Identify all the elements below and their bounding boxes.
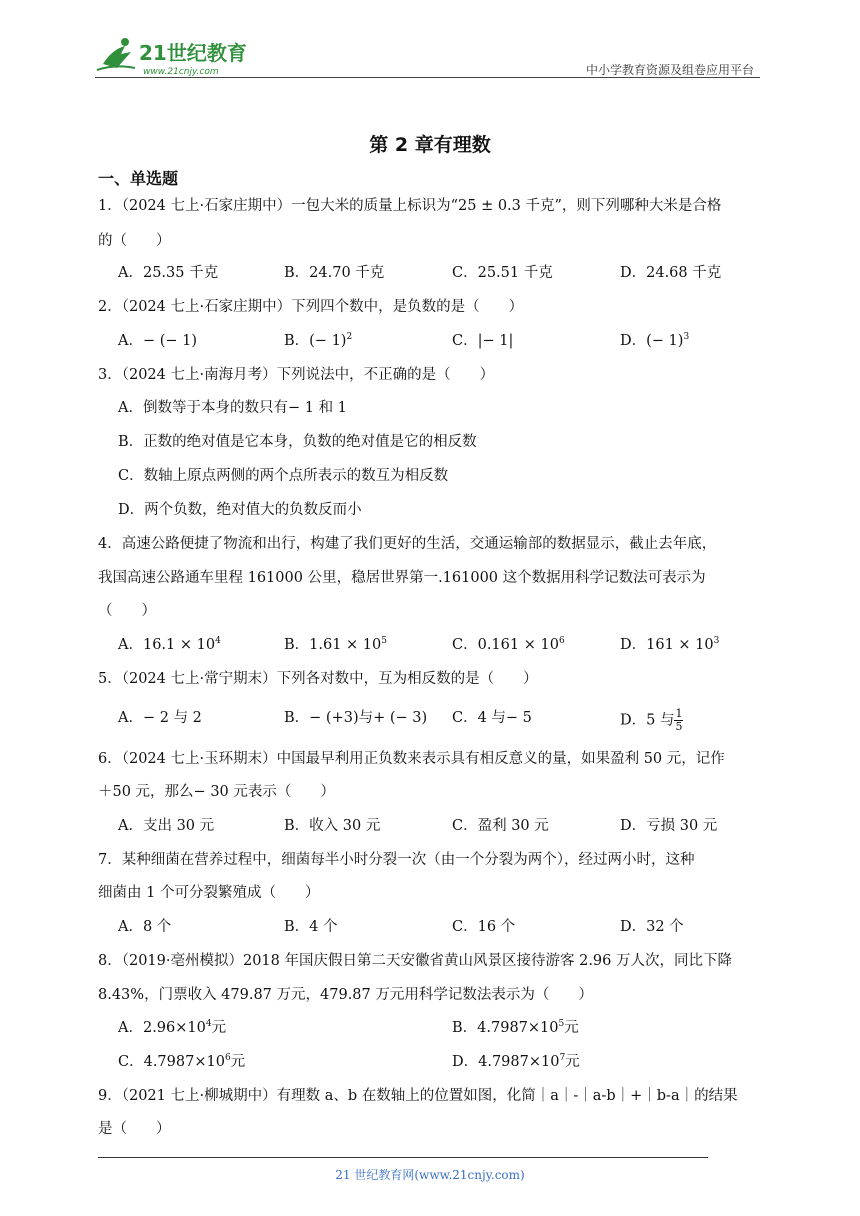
question-3-option-b: B．正数的绝对值是它本身，负数的绝对值是它的相反数 bbox=[118, 434, 477, 450]
question-1-option-b: B．24.70 千克 bbox=[284, 265, 385, 281]
question-7-stem-line-1: 7．某种细菌在营养过程中，细菌每半小时分裂一次（由一个分裂为两个），经过两小时，这种 bbox=[98, 852, 695, 868]
question-1-option-d: D．24.68 千克 bbox=[620, 265, 722, 281]
footer-divider bbox=[98, 1157, 708, 1158]
question-5-option-c: C．4 与− 5 bbox=[452, 710, 532, 726]
question-8-stem-line-1: 8．（2019·亳州模拟）2018 年国庆假日第二天安徽省黄山风景区接待游客 2.96 万人次，同比下降 bbox=[98, 953, 732, 969]
question-7-stem-line-2: 细菌由 1 个可分裂繁殖成（ ） bbox=[98, 885, 320, 901]
question-3-option-a: A．倒数等于本身的数只有− 1 和 1 bbox=[118, 400, 347, 416]
question-4-stem-line-3: （ ） bbox=[98, 603, 156, 619]
page-footer: 21 世纪教育网(www.21cnjy.com) bbox=[335, 1168, 525, 1182]
question-6-option-c: C．盈利 30 元 bbox=[452, 818, 549, 834]
question-1-stem-line-1: 1．（2024 七上·石家庄期中）一包大米的质量上标识为“25 ± 0.3 千克”，则下列哪种大米是合格 bbox=[98, 198, 722, 214]
page-header bbox=[95, 28, 760, 78]
question-5-option-a: A．− 2 与 2 bbox=[118, 710, 202, 726]
site-logo bbox=[95, 34, 265, 78]
question-4-option-b: B．$1.61 \times 10^5$ bbox=[284, 636, 387, 653]
question-6-stem-line-2: ＋50 元，那么− 30 元表示（ ） bbox=[98, 784, 335, 800]
question-6-stem-line-1: 6．（2024 七上·玉环期末）中国最早利用正负数来表示具有相反意义的量，如果盈利 50 元，记作 bbox=[98, 751, 725, 767]
question-3-option-d: D．两个负数，绝对值大的负数反而小 bbox=[118, 502, 362, 518]
logo-text: 21世纪教育 bbox=[139, 41, 247, 65]
question-7-option-d: D．32 个 bbox=[620, 919, 684, 935]
question-7-option-b: B．4 个 bbox=[284, 919, 338, 935]
question-4-option-c: C．$0.161 \times 10^6$ bbox=[452, 636, 565, 653]
question-2-stem: 2．（2024 七上·石家庄期中）下列四个数中，是负数的是（ ） bbox=[98, 299, 524, 315]
question-4-option-a: A．$16.1 \times 10^4$ bbox=[118, 636, 221, 653]
question-8-option-c: C．$4.7987\times 10^6$元 bbox=[118, 1053, 246, 1070]
question-5-option-d: D．5 与 $\frac{1}{5}$ bbox=[620, 707, 683, 733]
question-1-stem-line-2: 的（ ） bbox=[98, 233, 171, 249]
question-5-option-b: B．− (+3)与+ (− 3) bbox=[284, 710, 428, 726]
section-heading: 一、单选题 bbox=[98, 169, 179, 188]
question-2-option-a: A．− (− 1) bbox=[118, 333, 198, 349]
question-9-stem-line-2: 是（ ） bbox=[98, 1121, 171, 1137]
question-4-option-d: D．$161 \times 10^3$ bbox=[620, 636, 720, 653]
question-6-option-d: D．亏损 30 元 bbox=[620, 818, 718, 834]
question-4-stem-line-2: 我国高速公路通车里程 161000 公里，稳居世界第一.161000 这个数据用科学记数法可表示为 bbox=[98, 570, 706, 586]
question-7-option-c: C．16 个 bbox=[452, 919, 516, 935]
question-6-option-a: A．支出 30 元 bbox=[118, 818, 215, 834]
page-title: 第 2 章有理数 bbox=[369, 134, 491, 156]
question-2-option-b: B．(− 1)$^2$ bbox=[284, 332, 353, 349]
logo-url: www.21cnjy.com bbox=[143, 67, 219, 77]
question-4-stem-line-1: 4．高速公路便捷了物流和出行，构建了我们更好的生活，交通运输部的数据显示，截止去年底， bbox=[98, 536, 717, 552]
question-2-option-c: C．|− 1| bbox=[452, 333, 514, 349]
question-3-stem: 3．（2024 七上·南海月考）下列说法中，不正确的是（ ） bbox=[98, 367, 495, 383]
question-1-option-a: A．25.35 千克 bbox=[118, 265, 219, 281]
question-8-stem-line-2: 8.43%，门票收入 479.87 万元，479.87 万元用科学记数法表示为（ ） bbox=[98, 987, 593, 1003]
header-divider bbox=[95, 77, 760, 78]
header-tagline: 中小学教育资源及组卷应用平台 bbox=[585, 63, 754, 77]
question-8-option-d: D．$4.7987\times 10^7$元 bbox=[452, 1053, 580, 1070]
question-3-option-c: C．数轴上原点两侧的两个点所表示的数互为相反数 bbox=[118, 468, 449, 484]
question-9-stem-line-1: 9．（2021 七上·柳城期中）有理数 a、b 在数轴上的位置如图，化简｜a｜-｜a-b｜+｜b-a｜的结果 bbox=[98, 1088, 738, 1104]
question-8-option-b: B．$4.7987\times 10^5$元 bbox=[452, 1019, 579, 1036]
question-8-option-a: A．$2.96\times 10^4$元 bbox=[118, 1019, 227, 1036]
question-7-option-a: A．8 个 bbox=[118, 919, 172, 935]
fraction-one-fifth: $\frac{1}{5}$ bbox=[675, 707, 683, 733]
question-6-option-b: B．收入 30 元 bbox=[284, 818, 381, 834]
question-1-option-c: C．25.51 千克 bbox=[452, 265, 553, 281]
question-2-option-d: D．(− 1)$^3$ bbox=[620, 332, 690, 349]
question-5-stem: 5．（2024 七上·常宁期末）下列各对数中，互为相反数的是（ ） bbox=[98, 671, 538, 687]
